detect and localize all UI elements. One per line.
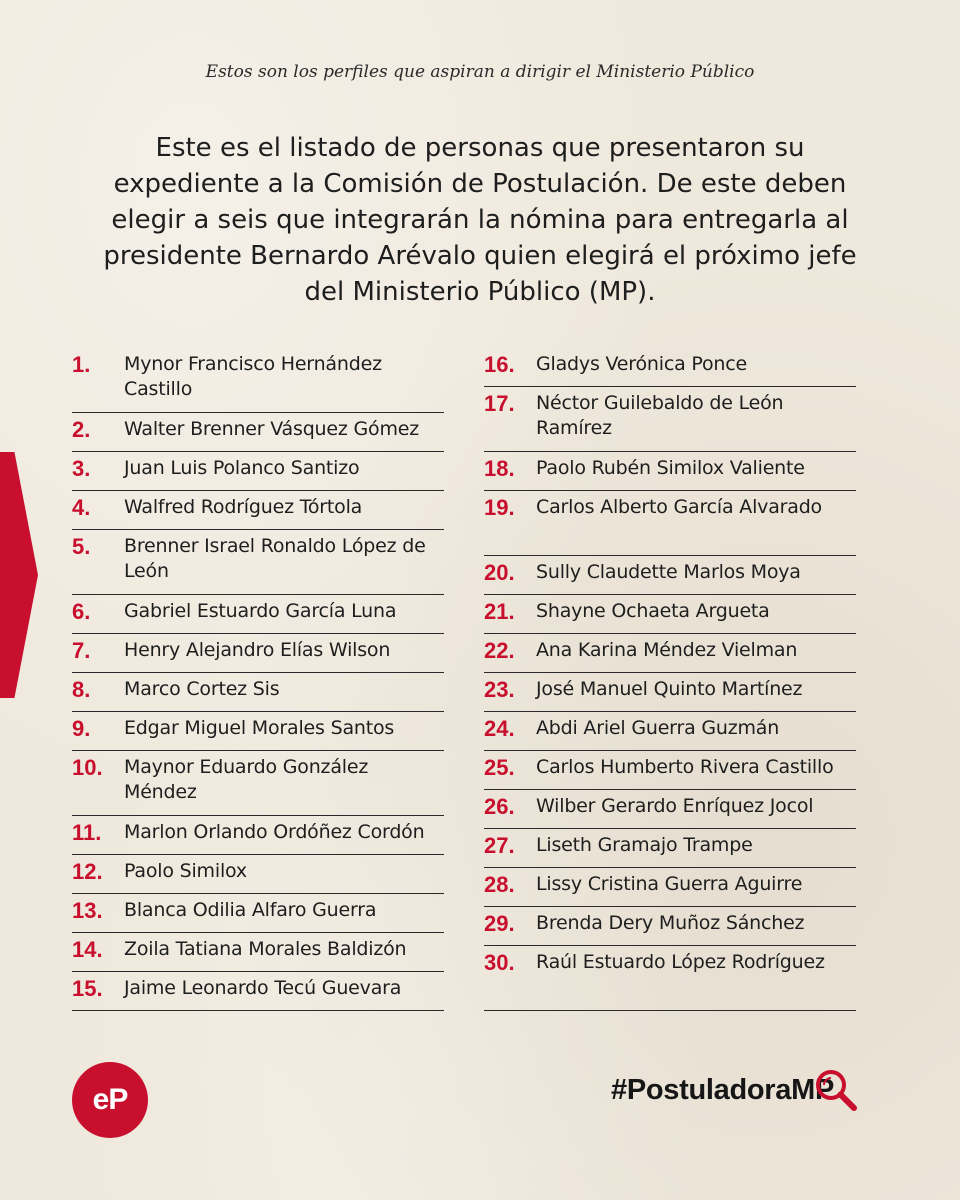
candidate-name: Zoila Tatiana Morales Baldizón — [124, 938, 407, 960]
item-number: 20. — [484, 560, 515, 585]
candidate-name: Abdi Ariel Guerra Guzmán — [536, 717, 780, 739]
candidate-name: Wilber Gerardo Enríquez Jocol — [536, 795, 814, 817]
candidate-name: Jaime Leonardo Tecú Guevara — [124, 977, 402, 999]
item-number: 2. — [72, 417, 91, 442]
candidate-name: Juan Luis Polanco Santizo — [124, 457, 360, 479]
item-number: 16. — [484, 352, 515, 377]
item-number: 11. — [72, 820, 102, 845]
candidate-name: Néctor Guilebaldo de León Ramírez — [536, 392, 784, 439]
list-item — [484, 712, 856, 751]
item-number: 1. — [72, 352, 91, 377]
list-item — [72, 751, 444, 816]
candidate-name: Walter Brenner Vásquez Gómez — [124, 418, 420, 440]
list-item — [72, 491, 444, 530]
list-item — [72, 855, 444, 894]
candidate-name: Maynor Eduardo González Méndez — [124, 756, 369, 803]
list-item — [72, 712, 444, 751]
side-arrow-decoration — [0, 452, 38, 698]
item-number: 9. — [72, 716, 91, 741]
item-number: 18. — [484, 456, 515, 481]
candidate-name: Liseth Gramajo Trampe — [536, 834, 753, 856]
candidate-name: Paolo Rubén Similox Valiente — [536, 457, 805, 479]
list-item — [484, 452, 856, 491]
list-item — [72, 673, 444, 712]
list-item — [72, 634, 444, 673]
list-item — [484, 868, 856, 907]
item-number: 15. — [72, 976, 103, 1001]
item-number: 4. — [72, 495, 91, 520]
candidate-name: Mynor Francisco Hernández Castillo — [124, 353, 382, 400]
candidate-name: Henry Alejandro Elías Wilson — [124, 639, 391, 661]
item-number: 17. — [484, 391, 515, 416]
candidate-name: José Manuel Quinto Martínez — [536, 678, 803, 700]
item-number: 26. — [484, 794, 515, 819]
list-item — [72, 452, 444, 491]
item-number: 19. — [484, 495, 515, 520]
item-number: 22. — [484, 638, 515, 663]
item-number: 5. — [72, 534, 91, 559]
candidate-name: Sully Claudette Marlos Moya — [536, 561, 801, 583]
intro-paragraph: Este es el listado de personas que presentaron su expediente a la Comisión de Postulación. De este deben elegir a seis que integrarán la nómina para entregarla al presidente Bernardo Arévalo quien elegirá el próximo jefe del Ministerio Público (MP). — [103, 133, 857, 307]
candidate-name: Walfred Rodríguez Tórtola — [124, 496, 363, 518]
candidate-name: Raúl Estuardo López Rodríguez — [536, 951, 825, 973]
candidate-name: Marlon Orlando Ordóñez Cordón — [124, 821, 425, 843]
list-item — [72, 972, 444, 1011]
item-number: 30. — [484, 950, 515, 975]
list-item — [484, 751, 856, 790]
candidate-name: Carlos Alberto García Alvarado — [536, 496, 822, 518]
item-number: 29. — [484, 911, 515, 936]
list-item — [484, 595, 856, 634]
item-number: 25. — [484, 755, 515, 780]
hashtag-text: #PostuladoraMP — [610, 1074, 834, 1106]
item-number: 24. — [484, 716, 515, 741]
list-item — [484, 491, 856, 556]
list-item — [72, 894, 444, 933]
list-item — [484, 946, 856, 1011]
item-number: 13. — [72, 898, 103, 923]
list-item — [484, 387, 856, 452]
candidate-name: Marco Cortez Sis — [124, 678, 280, 700]
candidate-name: Blanca Odilia Alfaro Guerra — [124, 899, 377, 921]
candidate-name: Paolo Similox — [124, 860, 247, 882]
item-number: 21. — [484, 599, 515, 624]
list-item — [484, 348, 856, 387]
list-item — [72, 413, 444, 452]
candidate-list-left — [72, 348, 444, 1011]
list-item — [72, 933, 444, 972]
candidate-name: Gladys Verónica Ponce — [536, 353, 747, 375]
list-item — [72, 348, 444, 413]
item-number: 6. — [72, 599, 91, 624]
candidate-name: Brenner Israel Ronaldo López de León — [124, 535, 426, 582]
candidate-name: Brenda Dery Muñoz Sánchez — [536, 912, 805, 934]
item-number: 8. — [72, 677, 91, 702]
candidate-name: Edgar Miguel Morales Santos — [124, 717, 395, 739]
page-subtitle: Estos son los perfiles que aspiran a dirigir el Ministerio Público — [205, 62, 755, 82]
list-item — [72, 816, 444, 855]
candidate-name: Shayne Ochaeta Argueta — [536, 600, 770, 622]
item-number: 28. — [484, 872, 515, 897]
item-number: 12. — [72, 859, 103, 884]
candidate-name: Ana Karina Méndez Vielman — [536, 639, 798, 661]
list-item — [484, 556, 856, 595]
brand-logo: eP — [72, 1062, 148, 1138]
list-item — [484, 673, 856, 712]
item-number: 10. — [72, 755, 103, 780]
list-item — [484, 829, 856, 868]
candidate-name: Lissy Cristina Guerra Aguirre — [536, 873, 803, 895]
item-number: 23. — [484, 677, 515, 702]
candidate-list-right — [484, 348, 856, 1011]
item-number: 27. — [484, 833, 515, 858]
list-item — [72, 530, 444, 595]
candidate-name: Gabriel Estuardo García Luna — [124, 600, 397, 622]
list-item — [484, 907, 856, 946]
search-icon — [812, 1066, 860, 1114]
candidate-name: Carlos Humberto Rivera Castillo — [536, 756, 834, 778]
list-item — [484, 634, 856, 673]
item-number: 7. — [72, 638, 91, 663]
item-number: 14. — [72, 937, 103, 962]
list-item — [484, 790, 856, 829]
item-number: 3. — [72, 456, 91, 481]
list-item — [72, 595, 444, 634]
